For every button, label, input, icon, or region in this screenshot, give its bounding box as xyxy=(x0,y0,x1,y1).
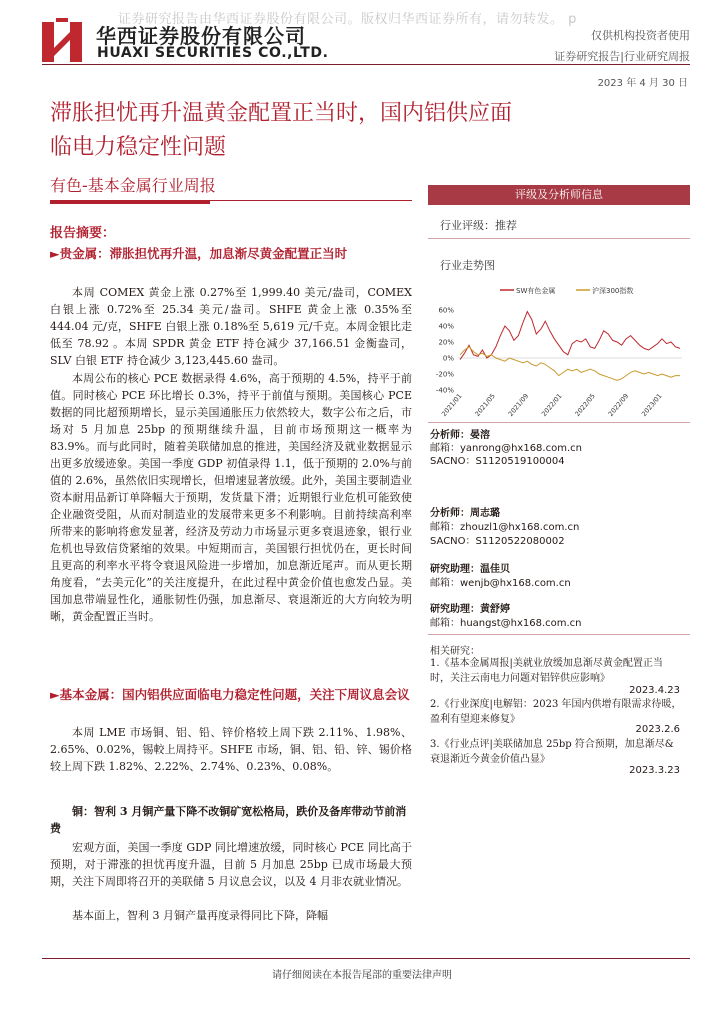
audience-note: 仅供机构投资者使用 xyxy=(591,29,690,42)
x-tick-label: 2021/01 xyxy=(440,392,464,418)
gold-heading: ►贵金属：滞胀担忧再升温，加息渐尽黄金配置正当时 xyxy=(50,246,348,261)
x-tick-label: 2023/01 xyxy=(640,392,664,418)
summary-heading: 报告摘要： xyxy=(50,226,116,241)
x-tick-label: 2021/05 xyxy=(473,392,497,418)
footer-divider xyxy=(42,958,690,959)
company-name-cn: 华西证券股份有限公司 xyxy=(96,24,306,48)
copper-heading: 铜：智利 3 月铜产量下降不改铜矿宽松格局，跌价及备库带动节前消费 xyxy=(50,805,407,835)
related-divider xyxy=(428,634,690,635)
legal-notice: 请仔细阅读在本报告尾部的重要法律声明 xyxy=(272,970,452,981)
trend-chart-label: 行业走势图 xyxy=(440,259,495,272)
copper-paragraph-1: 宏观方面，美国一季度 GDP 同比增速放缓，同时核心 PCE 同比高于预期，对于滞涨的担忧再度升温，目前 5 月加息 25bp 已成市场最大预期，关注下周即将召开的美联储 5 月议息会议，以及 4 月非农就业情况。 xyxy=(50,841,412,888)
x-tick-label: 2022/01 xyxy=(540,392,564,418)
analyst-2-email: 邮箱：zhouzl1@hx168.com.cn xyxy=(430,522,580,533)
legend-label-2: 沪深300指数 xyxy=(592,287,634,295)
industry-rating: 行业评级：推荐 xyxy=(440,219,517,232)
analyst-2-sacno: SACNO：S1120522080002 xyxy=(430,536,565,547)
assistant-1-name: 研究助理：温佳贝 xyxy=(430,564,510,575)
related-item-1-date: 2023.4.23 xyxy=(629,685,680,696)
x-tick-label: 2022/05 xyxy=(573,392,597,418)
analyst-1-sacno: SACNO：S1120519100004 xyxy=(430,456,565,467)
base-metal-paragraph: 本周 LME 市场铜、铝、铅、锌价格较上周下跌 2.11%、1.98%、2.65%、0.02%，锡較上周持平。SHFE 市场，铜、铝、铅、锌、锡价格较上周下跌 1.82%、2.22%、2.74%、0.23%、0.08%。 xyxy=(50,726,412,773)
analyst-2-name: 分析师：周志璐 xyxy=(430,508,500,519)
analyst-1-email: 邮箱：yanrong@hx168.com.cn xyxy=(430,443,582,454)
report-type: 证券研究报告|行业研究周报 xyxy=(554,50,690,63)
copper-paragraph-2: 基本面上，智利 3 月铜产量再度录得同比下降，降幅 xyxy=(72,909,328,922)
y-tick-label: 40% xyxy=(438,322,454,331)
company-name-en: HUAXI SECURITIES CO.,LTD. xyxy=(97,45,329,61)
report-date: 2023 年 4 月 30 日 xyxy=(597,78,688,89)
related-item-3-date: 2023.3.23 xyxy=(629,765,680,776)
analyst-1-name: 分析师：晏溶 xyxy=(430,430,490,441)
gold-paragraph-2: 本周公布的核心 PCE 数据录得 4.6%，高于预期的 4.5%，持平于前值。同时核心 PCE 环比增长 0.3%，持平于前值与预期。美国核心 PCE 数据的同比超预期增长，显示美国通胀压力依然较大，数字公布之后，市场对 5 月加息 25bp 的预期继续升温，目前市场预期这一概率为 83.9%。而与此同时，随着美联储加息的推进，美国经济及就业数据显示出更多放缓迹象。美国一季度 GDP 初值录得 1.1，低于预期的 2.0%与前值的 2.6%，虽然依旧实现增长，但增速显著放缓。此外，美国主要制造业资本耐用品新订单降幅大于预期，发货量下滑；近期银行业危机可能致使企业融资受阻，从而对制造业的发展带来更多不利影响。目前持续高利率所带来的影响将愈发显著，经济及劳动力市场显示更多衰退迹象，银行业危机也导致信贷紧缩的效果。中短期而言，美国银行担忧仍在，更长时间且更高的利率水平将令衰退风险进一步增加，加息渐近尾声。而从更长期角度看，“去美元化”的关注度提升，在此过程中黄金价值也愈发凸显。美国加息带端显性化，通胀韧性仍强，加息渐尽、衰退渐近的大方向较为明晰，黄金配置正当时。 xyxy=(50,372,412,623)
x-tick-label: 2021/09 xyxy=(506,392,531,418)
series-line-1 xyxy=(460,312,680,360)
y-tick-label: 60% xyxy=(438,306,454,315)
y-tick-label: 0% xyxy=(442,354,454,363)
assistant-1-email: 邮箱：wenjb@hx168.com.cn xyxy=(430,578,571,589)
related-item-3[interactable]: 3.《行业点评|美联储加息 25bp 符合预期，加息渐尽&衰退渐近今黄金价值凸显》 xyxy=(430,739,674,765)
related-research-heading: 相关研究： xyxy=(430,646,480,657)
legend-label-1: SW有色金属 xyxy=(516,287,556,295)
report-title xyxy=(50,97,690,165)
base-metal-heading: ►基本金属：国内铝供应面临电力稳定性问题，关注下周议息会议 xyxy=(50,687,410,702)
y-tick-label: -20% xyxy=(435,370,454,379)
industry-trend-chart xyxy=(430,282,692,422)
related-item-2-date: 2023.2.6 xyxy=(635,724,680,735)
assistant-2-email: 邮箱：huangst@hx168.com.cn xyxy=(430,618,582,629)
report-title-line1: 滞胀担忧再升温黄金配置正当时，国内铝供应面 xyxy=(50,101,513,126)
y-tick-label: 20% xyxy=(438,338,454,347)
watermark-text: 证券研究报告由华西证券股份有限公司。版权归华西证券所有，请勿转发。 p xyxy=(118,12,577,27)
header-divider xyxy=(42,64,690,65)
rating-divider xyxy=(428,238,690,239)
y-tick-label: -40% xyxy=(435,386,454,395)
related-item-2[interactable]: 2.《行业深度|电解铝：2023 年国内供增有限需求待暖，盈利有望迎来修复》 xyxy=(430,699,682,725)
huaxi-logo-icon xyxy=(42,18,82,62)
chart-divider xyxy=(428,422,690,423)
rating-panel-header: 评级及分析师信息 xyxy=(428,185,690,205)
subtitle-accent-bar xyxy=(50,200,210,204)
assistant-2-name: 研究助理：黄舒婷 xyxy=(430,604,510,615)
report-title-line2: 临电力稳定性问题 xyxy=(50,135,227,160)
related-item-1[interactable]: 1.《基本金属周报|美就业放缓加息渐尽黄金配置正当时，关注云南电力问题对铝锌供应影响》 xyxy=(430,658,663,684)
gold-paragraph-1: 本周 COMEX 黄金上涨 0.27%至 1,999.40 美元/盎司，COMEX 白银上涨 0.72%至 25.34 美元/盎司。SHFE 黄金上涨 0.35%至 444.04 元/克，SHFE 白银上涨 0.18%至 5,619 元/千克。本周金银比走低至 78.92 。本周 SPDR 黄金 ETF 持仓减少 37,166.51 金衡盎司，SLV 白银 ETF 持仓减少 3,123,445.60 盎司。 xyxy=(50,286,412,367)
x-tick-label: 2022/09 xyxy=(606,392,631,418)
report-subtitle: 有色-基本金属行业周报 xyxy=(50,176,216,195)
